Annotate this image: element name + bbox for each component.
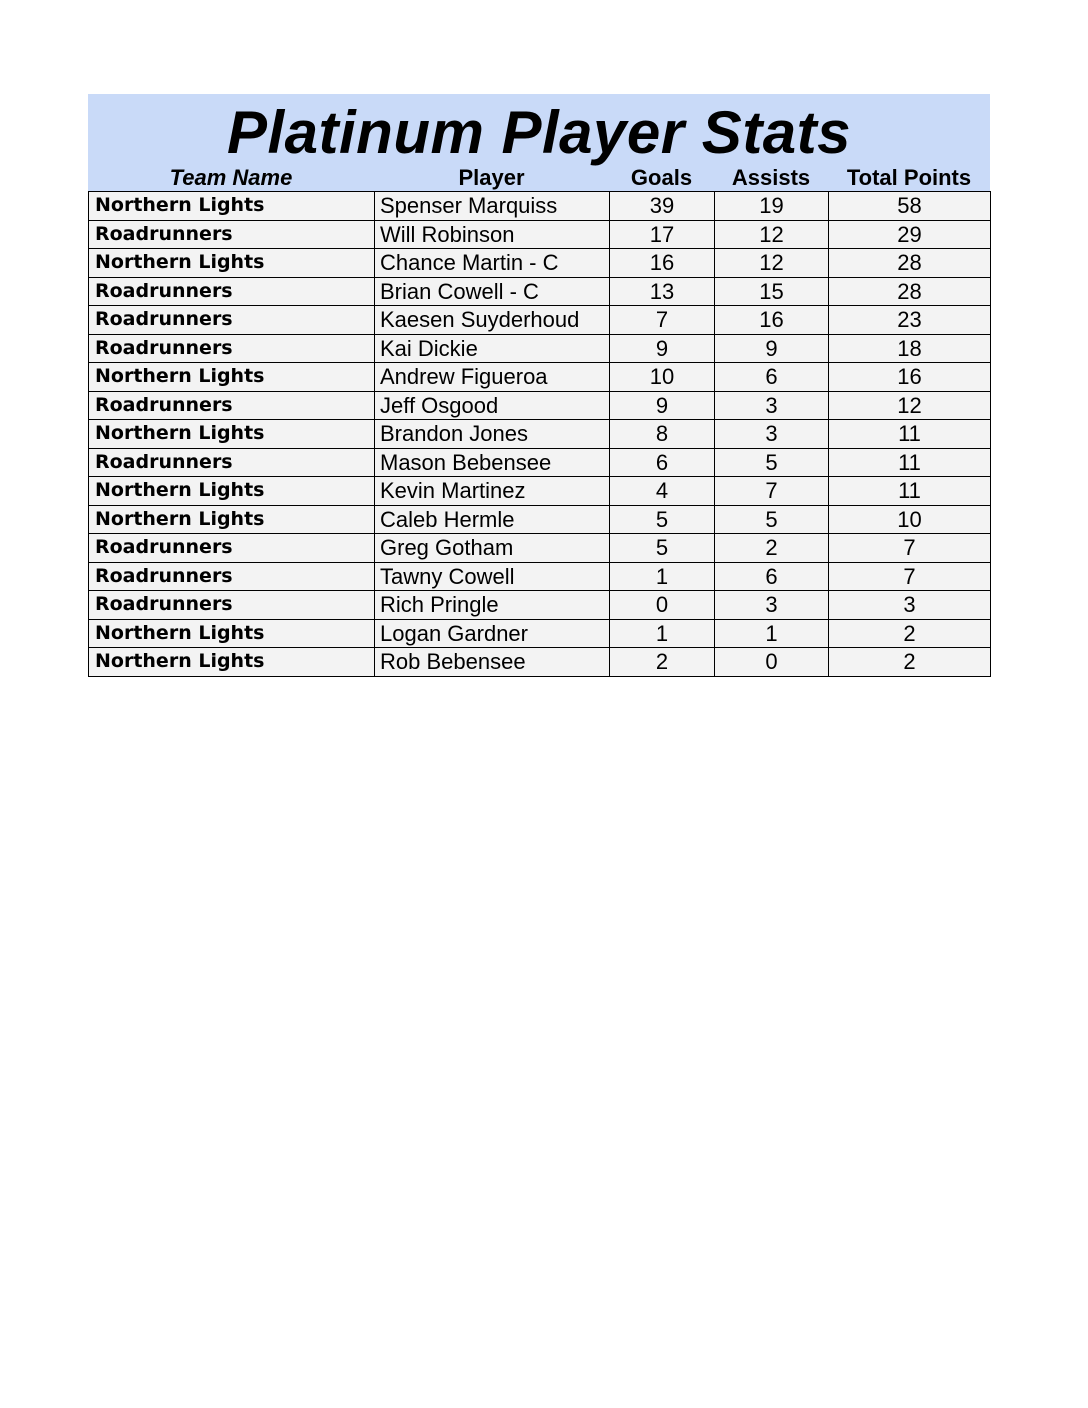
total-points-cell: 3	[829, 591, 991, 620]
team-cell: Roadrunners	[89, 534, 375, 563]
goals-cell: 6	[610, 448, 715, 477]
player-cell: Will Robinson	[375, 220, 610, 249]
player-cell: Kevin Martinez	[375, 477, 610, 506]
team-cell: Roadrunners	[89, 277, 375, 306]
assists-cell: 3	[715, 391, 829, 420]
table-row	[89, 220, 991, 249]
total-points-cell: 10	[829, 505, 991, 534]
column-headers	[88, 165, 990, 191]
player-cell: Jeff Osgood	[375, 391, 610, 420]
team-cell: Roadrunners	[89, 306, 375, 335]
goals-cell: 2	[610, 648, 715, 677]
team-cell: Roadrunners	[89, 220, 375, 249]
player-cell: Kaesen Suyderhoud	[375, 306, 610, 335]
assists-cell: 12	[715, 249, 829, 278]
team-cell: Northern Lights	[89, 192, 375, 221]
table-row	[89, 391, 991, 420]
goals-cell: 16	[610, 249, 715, 278]
total-points-cell: 18	[829, 334, 991, 363]
total-points-cell: 58	[829, 192, 991, 221]
goals-cell: 9	[610, 391, 715, 420]
goals-cell: 39	[610, 192, 715, 221]
table-row	[89, 477, 991, 506]
total-points-cell: 2	[829, 619, 991, 648]
header-band	[88, 94, 990, 191]
total-points-cell: 28	[829, 249, 991, 278]
player-cell: Spenser Marquiss	[375, 192, 610, 221]
goals-cell: 5	[610, 505, 715, 534]
goals-cell: 0	[610, 591, 715, 620]
assists-cell: 3	[715, 591, 829, 620]
column-header-team: Team Name	[169, 165, 293, 190]
assists-cell: 0	[715, 648, 829, 677]
stats-sheet	[88, 94, 990, 677]
player-cell: Mason Bebensee	[375, 448, 610, 477]
total-points-cell: 2	[829, 648, 991, 677]
player-cell: Brian Cowell - C	[375, 277, 610, 306]
total-points-cell: 12	[829, 391, 991, 420]
table-row	[89, 420, 991, 449]
team-cell: Northern Lights	[89, 249, 375, 278]
team-cell: Northern Lights	[89, 648, 375, 677]
team-cell: Northern Lights	[89, 619, 375, 648]
player-cell: Caleb Hermle	[375, 505, 610, 534]
team-cell: Roadrunners	[89, 448, 375, 477]
goals-cell: 1	[610, 619, 715, 648]
team-cell: Roadrunners	[89, 391, 375, 420]
goals-cell: 8	[610, 420, 715, 449]
table-row	[89, 648, 991, 677]
player-cell: Tawny Cowell	[375, 562, 610, 591]
total-points-cell: 23	[829, 306, 991, 335]
goals-cell: 4	[610, 477, 715, 506]
goals-cell: 9	[610, 334, 715, 363]
assists-cell: 3	[715, 420, 829, 449]
player-cell: Andrew Figueroa	[375, 363, 610, 392]
table-row	[89, 306, 991, 335]
goals-cell: 7	[610, 306, 715, 335]
table-row	[89, 277, 991, 306]
assists-cell: 12	[715, 220, 829, 249]
goals-cell: 13	[610, 277, 715, 306]
team-cell: Roadrunners	[89, 334, 375, 363]
total-points-cell: 28	[829, 277, 991, 306]
player-cell: Kai Dickie	[375, 334, 610, 363]
total-points-cell: 16	[829, 363, 991, 392]
assists-cell: 6	[715, 562, 829, 591]
column-header-player: Player	[458, 165, 525, 190]
table-row	[89, 505, 991, 534]
goals-cell: 5	[610, 534, 715, 563]
column-header-goals: Goals	[630, 165, 693, 190]
assists-cell: 19	[715, 192, 829, 221]
team-cell: Northern Lights	[89, 505, 375, 534]
total-points-cell: 11	[829, 477, 991, 506]
goals-cell: 1	[610, 562, 715, 591]
team-cell: Roadrunners	[89, 562, 375, 591]
assists-cell: 16	[715, 306, 829, 335]
table-row	[89, 192, 991, 221]
total-points-cell: 11	[829, 420, 991, 449]
assists-cell: 2	[715, 534, 829, 563]
assists-cell: 7	[715, 477, 829, 506]
player-cell: Rich Pringle	[375, 591, 610, 620]
player-cell: Greg Gotham	[375, 534, 610, 563]
team-cell: Northern Lights	[89, 363, 375, 392]
stats-table	[88, 191, 991, 677]
total-points-cell: 7	[829, 534, 991, 563]
table-row	[89, 562, 991, 591]
table-row	[89, 334, 991, 363]
assists-cell: 6	[715, 363, 829, 392]
player-cell: Chance Martin - C	[375, 249, 610, 278]
column-header-total: Total Points	[846, 165, 972, 190]
goals-cell: 17	[610, 220, 715, 249]
player-cell: Rob Bebensee	[375, 648, 610, 677]
assists-cell: 5	[715, 505, 829, 534]
assists-cell: 5	[715, 448, 829, 477]
assists-cell: 9	[715, 334, 829, 363]
player-cell: Logan Gardner	[375, 619, 610, 648]
player-cell: Brandon Jones	[375, 420, 610, 449]
table-row	[89, 249, 991, 278]
total-points-cell: 7	[829, 562, 991, 591]
team-cell: Northern Lights	[89, 420, 375, 449]
stats-table-body	[89, 192, 991, 677]
total-points-cell: 11	[829, 448, 991, 477]
team-cell: Roadrunners	[89, 591, 375, 620]
table-row	[89, 448, 991, 477]
assists-cell: 1	[715, 619, 829, 648]
team-cell: Northern Lights	[89, 477, 375, 506]
assists-cell: 15	[715, 277, 829, 306]
total-points-cell: 29	[829, 220, 991, 249]
table-row	[89, 619, 991, 648]
table-row	[89, 534, 991, 563]
table-row	[89, 591, 991, 620]
table-row	[89, 363, 991, 392]
goals-cell: 10	[610, 363, 715, 392]
page-title: Platinum Player Stats	[226, 99, 852, 166]
column-header-assists: Assists	[731, 165, 811, 190]
